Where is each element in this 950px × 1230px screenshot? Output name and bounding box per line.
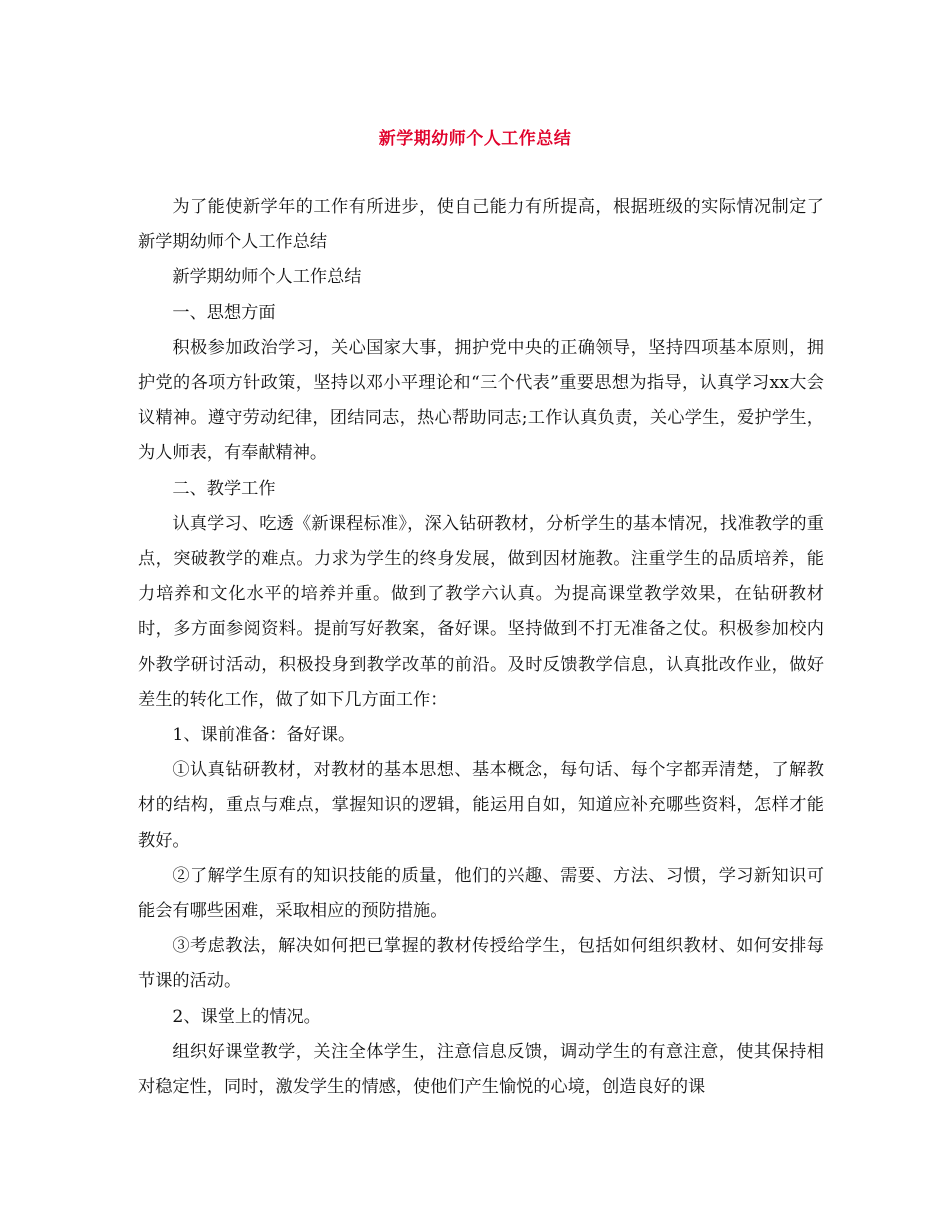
heading-thought: 一、思想方面 [172,302,276,323]
document-title: 新学期幼师个人工作总结 [378,129,572,149]
heading-teaching: 二、教学工作 [172,478,276,499]
paragraph-item-1: ①认真钻研教材，对教材的基本思想、基本概念，每句话、每个字都弄清楚，了解教材的结构，重点与难点，掌握知识的逻辑，能运用自如，知道应补充哪些资料，怎样才能教好。 [138,760,824,851]
paragraph-intro: 为了能使新学年的工作有所进步，使自己能力有所提高，根据班级的实际情况制定了新学期幼师个人工作总结 [138,197,824,253]
paragraph-classroom: 组织好课堂教学，关注全体学生，注意信息反馈，调动学生的有意注意，使其保持相对稳定性，同时，激发学生的情感，使他们产生愉悦的心境，创造良好的课 [138,1041,824,1098]
document-body [138,190,824,1105]
heading-classroom: 2、课堂上的情况。 [172,1006,321,1027]
heading-preparation: 1、课前准备：备好课。 [172,725,356,746]
paragraph-thought: 积极参加政治学习，关心国家大事，拥护党中央的正确领导，坚持四项基本原则，拥护党的各项方针政策，坚持以邓小平理论和“三个代表”重要思想为指导，认真学习xx大会议精神。遵守劳动纪律，团结同志，热心帮助同志;工作认真负责，关心学生，爱护学生，为人师表，有奉献精神。 [138,337,824,464]
paragraph-subtitle: 新学期幼师个人工作总结 [172,267,362,288]
paragraph-item-3: ③考虑教法，解决如何把已掌握的教材传授给学生，包括如何组织教材、如何安排每节课的活动。 [138,936,824,992]
paragraph-teaching: 认真学习、吃透《新课程标准》，深入钻研教材，分析学生的基本情况，找准教学的重点，突破教学的难点。力求为学生的终身发展，做到因材施教。注重学生的品质培养，能力培养和文化水平的培养并重。做到了教学六认真。为提高课堂教学效果，在钻研教材时，多方面参阅资料。提前写好教案，备好课。坚持做到不打无准备之仗。积极参加校内外教学研讨活动，积极投身到教学改革的前沿。及时反馈教学信息，认真批改作业，做好差生的转化工作，做了如下几方面工作： [138,513,824,710]
paragraph-item-2: ②了解学生原有的知识技能的质量，他们的兴趣、需要、方法、习惯，学习新知识可能会有哪些困难，采取相应的预防措施。 [138,865,824,922]
